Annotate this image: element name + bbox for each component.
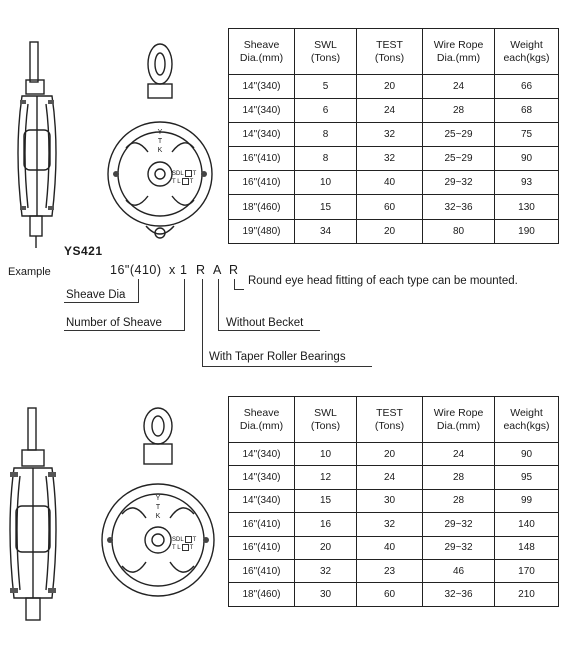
table-cell: 24 bbox=[423, 75, 495, 99]
col-header-swl: SWL (Tons) bbox=[295, 397, 357, 443]
table-cell: 15 bbox=[295, 489, 357, 512]
table-cell: 68 bbox=[495, 99, 559, 123]
table-cell: 23 bbox=[357, 559, 423, 582]
table-cell: 32~36 bbox=[423, 583, 495, 606]
table-cell: 10 bbox=[295, 171, 357, 195]
table-cell: 32 bbox=[295, 559, 357, 582]
table-cell: 18"(460) bbox=[229, 583, 295, 606]
table-cell: 28 bbox=[423, 466, 495, 489]
block-side-view-top bbox=[8, 40, 68, 250]
table-cell: 80 bbox=[423, 219, 495, 243]
stamp-bottom-text-2: T L bbox=[172, 545, 181, 552]
table-cell: 95 bbox=[495, 466, 559, 489]
col-header-weight: Weight each(kgs) bbox=[495, 397, 559, 443]
table-cell: 40 bbox=[357, 536, 423, 559]
table-cell: 93 bbox=[495, 171, 559, 195]
table-cell: 28 bbox=[423, 99, 495, 123]
table-cell: 16"(410) bbox=[229, 171, 295, 195]
table-cell: 32 bbox=[357, 147, 423, 171]
table-row bbox=[229, 99, 559, 123]
table-cell: 16"(410) bbox=[229, 147, 295, 171]
table-cell: 25~29 bbox=[423, 123, 495, 147]
table-cell: 16"(410) bbox=[229, 513, 295, 536]
leader-taper-h bbox=[202, 366, 372, 367]
leader-number-sheave bbox=[184, 279, 185, 331]
example-label: Example bbox=[8, 266, 51, 278]
leader-taper bbox=[202, 279, 203, 366]
table-cell: 32 bbox=[357, 123, 423, 147]
block-side-view-bottom bbox=[4, 406, 64, 628]
stamp-box-letter-2: T bbox=[189, 179, 194, 186]
col-header-swl: SWL (Tons) bbox=[295, 29, 357, 75]
leader-number-sheave-h bbox=[64, 330, 185, 331]
leader-round-eye-h bbox=[234, 289, 244, 290]
stamp-box-letter-4: T bbox=[189, 545, 194, 552]
table-row bbox=[229, 583, 559, 606]
table-cell: 20 bbox=[295, 536, 357, 559]
table-cell: 16 bbox=[295, 513, 357, 536]
stamp-box-letter: T bbox=[192, 171, 197, 178]
table-cell: 46 bbox=[423, 559, 495, 582]
table-cell: 60 bbox=[357, 583, 423, 606]
spec-table-2 bbox=[228, 396, 559, 607]
table-cell: 210 bbox=[495, 583, 559, 606]
example-code-a: A bbox=[213, 263, 222, 277]
table-header-row bbox=[229, 29, 559, 75]
table-cell: 8 bbox=[295, 147, 357, 171]
note-without-becket: Without Becket bbox=[226, 317, 304, 329]
leader-sheave-dia-h bbox=[64, 302, 139, 303]
example-code-r2: R bbox=[229, 263, 239, 277]
table-cell: 90 bbox=[495, 147, 559, 171]
example-code-r1: R bbox=[196, 263, 206, 277]
table-row bbox=[229, 489, 559, 512]
table-row bbox=[229, 123, 559, 147]
example-code-count: 1 bbox=[180, 263, 188, 277]
table-cell: 90 bbox=[495, 443, 559, 466]
table-cell: 14"(340) bbox=[229, 466, 295, 489]
table-cell: 20 bbox=[357, 219, 423, 243]
table-header-row bbox=[229, 397, 559, 443]
table-cell: 20 bbox=[357, 443, 423, 466]
table-cell: 29~32 bbox=[423, 171, 495, 195]
table-cell: 40 bbox=[357, 171, 423, 195]
table-cell: 6 bbox=[295, 99, 357, 123]
note-sheave-dia: Sheave Dia bbox=[66, 289, 126, 301]
table-cell: 66 bbox=[495, 75, 559, 99]
table-cell: 14"(340) bbox=[229, 489, 295, 512]
note-round-eye: Round eye head fitting of each type can be mounted. bbox=[248, 275, 518, 287]
table-cell: 34 bbox=[295, 219, 357, 243]
table-cell: 16"(410) bbox=[229, 536, 295, 559]
table-cell: 18"(460) bbox=[229, 195, 295, 219]
table-cell: 190 bbox=[495, 219, 559, 243]
table-cell: 10 bbox=[295, 443, 357, 466]
stamp-label-bottom bbox=[172, 536, 196, 552]
yt-mark-bottom: Y T K bbox=[155, 495, 161, 520]
stamp-top-text-2: SDL bbox=[172, 537, 184, 544]
col-header-test: TEST (Tons) bbox=[357, 29, 423, 75]
table-cell: 12 bbox=[295, 466, 357, 489]
table-cell: 99 bbox=[495, 489, 559, 512]
table-cell: 14"(340) bbox=[229, 99, 295, 123]
table-cell: 130 bbox=[495, 195, 559, 219]
table-row bbox=[229, 466, 559, 489]
note-taper-roller: With Taper Roller Bearings bbox=[209, 351, 346, 363]
table-cell: 170 bbox=[495, 559, 559, 582]
leader-becket-h bbox=[218, 330, 320, 331]
model-number: YS421 bbox=[64, 244, 103, 258]
note-number-sheave: Number of Sheave bbox=[66, 317, 162, 329]
table-row bbox=[229, 443, 559, 466]
col-header-wire-rope: Wire Rope Dia.(mm) bbox=[423, 29, 495, 75]
table-cell: 140 bbox=[495, 513, 559, 536]
table-cell: 28 bbox=[423, 489, 495, 512]
table-cell: 5 bbox=[295, 75, 357, 99]
table-cell: 32~36 bbox=[423, 195, 495, 219]
example-code-x: x bbox=[169, 263, 176, 277]
table-cell: 60 bbox=[357, 195, 423, 219]
stamp-label-top bbox=[172, 170, 196, 186]
stamp-bottom-text: T L bbox=[172, 179, 181, 186]
col-header-test: TEST (Tons) bbox=[357, 397, 423, 443]
table-cell: 20 bbox=[357, 75, 423, 99]
stamp-top-text: SDL bbox=[172, 171, 184, 178]
table-row bbox=[229, 536, 559, 559]
col-header-weight: Weight each(kgs) bbox=[495, 29, 559, 75]
table-cell: 16"(410) bbox=[229, 559, 295, 582]
table-cell: 30 bbox=[357, 489, 423, 512]
table-cell: 15 bbox=[295, 195, 357, 219]
example-code-size: 16"(410) bbox=[110, 263, 162, 277]
table-cell: 24 bbox=[357, 99, 423, 123]
table-row bbox=[229, 171, 559, 195]
table-row bbox=[229, 219, 559, 243]
table-cell: 24 bbox=[357, 466, 423, 489]
table-cell: 32 bbox=[357, 513, 423, 536]
col-header-wire-rope: Wire Rope Dia.(mm) bbox=[423, 397, 495, 443]
table-cell: 8 bbox=[295, 123, 357, 147]
table-cell: 29~32 bbox=[423, 536, 495, 559]
table-cell: 29~32 bbox=[423, 513, 495, 536]
leader-sheave-dia bbox=[138, 279, 139, 302]
table-cell: 24 bbox=[423, 443, 495, 466]
col-header-sheave: Sheave Dia.(mm) bbox=[229, 29, 295, 75]
spec-table-1 bbox=[228, 28, 559, 244]
table-cell: 14"(340) bbox=[229, 443, 295, 466]
col-header-sheave: Sheave Dia.(mm) bbox=[229, 397, 295, 443]
table-row bbox=[229, 147, 559, 171]
stamp-box-letter-3: T bbox=[192, 537, 197, 544]
leader-becket bbox=[218, 279, 219, 331]
table-cell: 14"(340) bbox=[229, 75, 295, 99]
table-row bbox=[229, 559, 559, 582]
table-cell: 25~29 bbox=[423, 147, 495, 171]
yt-mark-top: Y T K bbox=[157, 129, 163, 154]
table-cell: 14"(340) bbox=[229, 123, 295, 147]
table-cell: 30 bbox=[295, 583, 357, 606]
table-row bbox=[229, 195, 559, 219]
table-cell: 75 bbox=[495, 123, 559, 147]
table-cell: 148 bbox=[495, 536, 559, 559]
table-row bbox=[229, 513, 559, 536]
table-row bbox=[229, 75, 559, 99]
table-cell: 19"(480) bbox=[229, 219, 295, 243]
